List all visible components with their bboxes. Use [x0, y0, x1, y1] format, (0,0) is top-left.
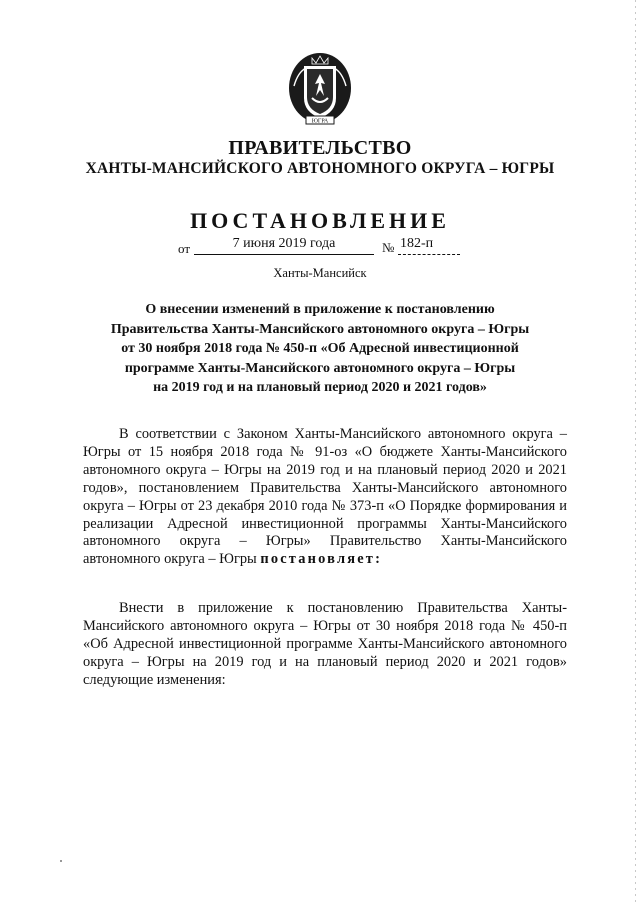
scan-edge-line [635, 0, 636, 905]
scan-speck [60, 860, 62, 862]
coat-of-arms-icon [286, 50, 354, 130]
body-paragraph-2: Внести в приложение к постановлению Правительства Ханты-Мансийского автономного округа – Югры от 30 ноября 2018 года № 450-п «Об Адресной инвестиционной программе Ханты-Мансийского автономного округа – Югры на 2019 год и на плановый период 2020 и 2021 годов» следующие изменения: [83, 600, 567, 688]
subject-line: на 2019 год и на плановый период 2020 и 2021 годов» [153, 380, 487, 395]
subject-line: Правительства Ханты-Мансийского автономного округа – Югры [110, 321, 530, 337]
document-number: 182-п [398, 236, 460, 255]
date-prefix: от [178, 241, 191, 256]
paragraph-1-text: В соответствии с Законом Ханты-Мансийского автономного округа – Югры от 15 ноября 2018 года № 91-оз «О бюджете Ханты-Мансийского автономного округа – Югры на 2019 год и на плановый период 2020 и 2021 годов», постановлением Правительства Ханты-Мансийского автономного округа – Югры от 23 декабря 2010 года № 373-п «О Порядке формирования и реализации Адресной инвестиционной программы Ханты-Мансийского автономного округа – Югры» Правительство Ханты-Мансийского автономного округа – Югры [83, 426, 567, 568]
subject-line: от 30 ноября 2018 года № 450-п «Об Адресной инвестиционной [121, 341, 519, 356]
number-prefix: № [382, 240, 395, 255]
document-date: 7 июня 2019 года [194, 236, 374, 255]
org-title-line1: ПРАВИТЕЛЬСТВО [228, 137, 412, 159]
document-type: ПОСТАНОВЛЕНИЕ [190, 208, 450, 233]
resolution-verb: постановляет: [260, 551, 383, 568]
document-subject [70, 300, 570, 398]
date-number-row [168, 236, 468, 258]
body-paragraph-1 [83, 426, 567, 569]
org-title-line2: ХАНТЫ-МАНСИЙСКОГО АВТОНОМНОГО ОКРУГА – ЮГРЫ [85, 160, 555, 177]
emblem-banner-text: ЮГРА [311, 118, 329, 125]
city-name: Ханты-Мансийск [273, 266, 367, 280]
subject-line: программе Ханты-Мансийского автономного округа – Югры [124, 360, 516, 376]
subject-line: О внесении изменений в приложение к постановлению [145, 302, 495, 317]
